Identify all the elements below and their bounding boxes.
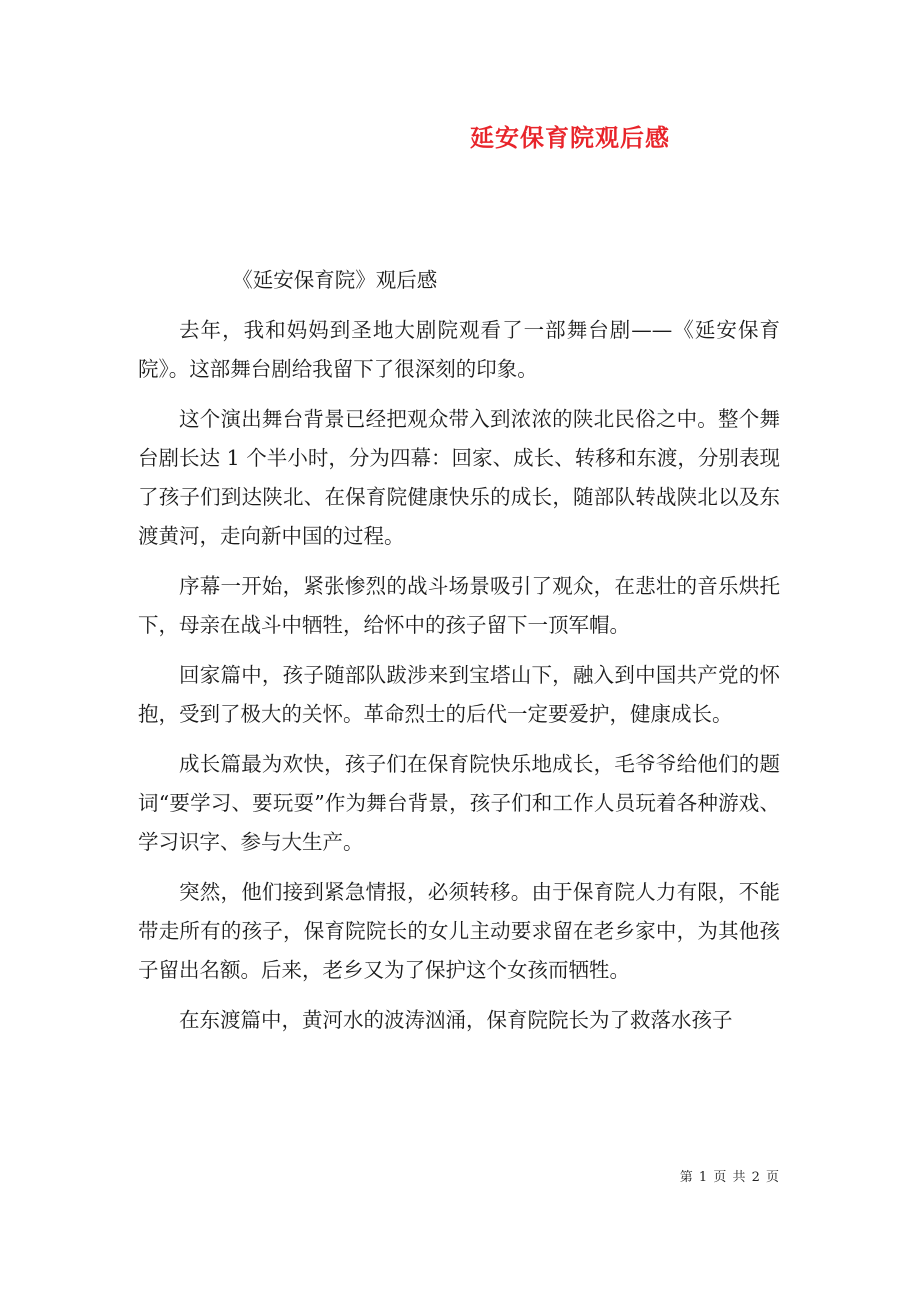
paragraph: 在东渡篇中，黄河水的波涛汹涌，保育院院长为了救落水孩子: [179, 1008, 733, 1032]
paragraph: 序幕一开始，紧张惨烈的战斗场景吸引了观众，在悲壮的音乐烘托下，母亲在战斗中牺牲，给怀中的孩子留下一顶军帽。: [138, 574, 780, 637]
document-subtitle: 《延安保育院》观后感: [232, 268, 438, 292]
paragraph: 这个演出舞台背景已经把观众带入到浓浓的陕北民俗之中。整个舞台剧长达 1 个半小时，分为四幕：回家、成长、转移和东渡，分别表现了孩子们到达陕北、在保育院健康快乐的成长，随部队转战陕北以及东渡黄河，走向新中国的过程。: [138, 407, 780, 548]
paragraph: 成长篇最为欢快，孩子们在保育院快乐地成长，毛爷爷给他们的题词“要学习、要玩耍”作为舞台背景，孩子们和工作人员玩着各种游戏、学习识字、参与大生产。: [138, 752, 780, 854]
document-body: [138, 261, 780, 1051]
paragraph: 回家篇中，孩子随部队跋涉来到宝塔山下，融入到中国共产党的怀抱，受到了极大的关怀。革命烈士的后代一定要爱护，健康成长。: [138, 663, 780, 726]
document-title: 延安保育院观后感: [470, 124, 670, 152]
paragraph: 去年，我和妈妈到圣地大剧院观看了一部舞台剧——《延安保育院》。这部舞台剧给我留下了很深刻的印象。: [138, 318, 780, 381]
page-number: 第 1 页 共 2 页: [679, 1170, 780, 1185]
paragraph: 突然，他们接到紧急情报，必须转移。由于保育院人力有限，不能带走所有的孩子，保育院院长的女儿主动要求留在老乡家中，为其他孩子留出名额。后来，老乡又为了保护这个女孩而牺牲。: [138, 880, 780, 982]
